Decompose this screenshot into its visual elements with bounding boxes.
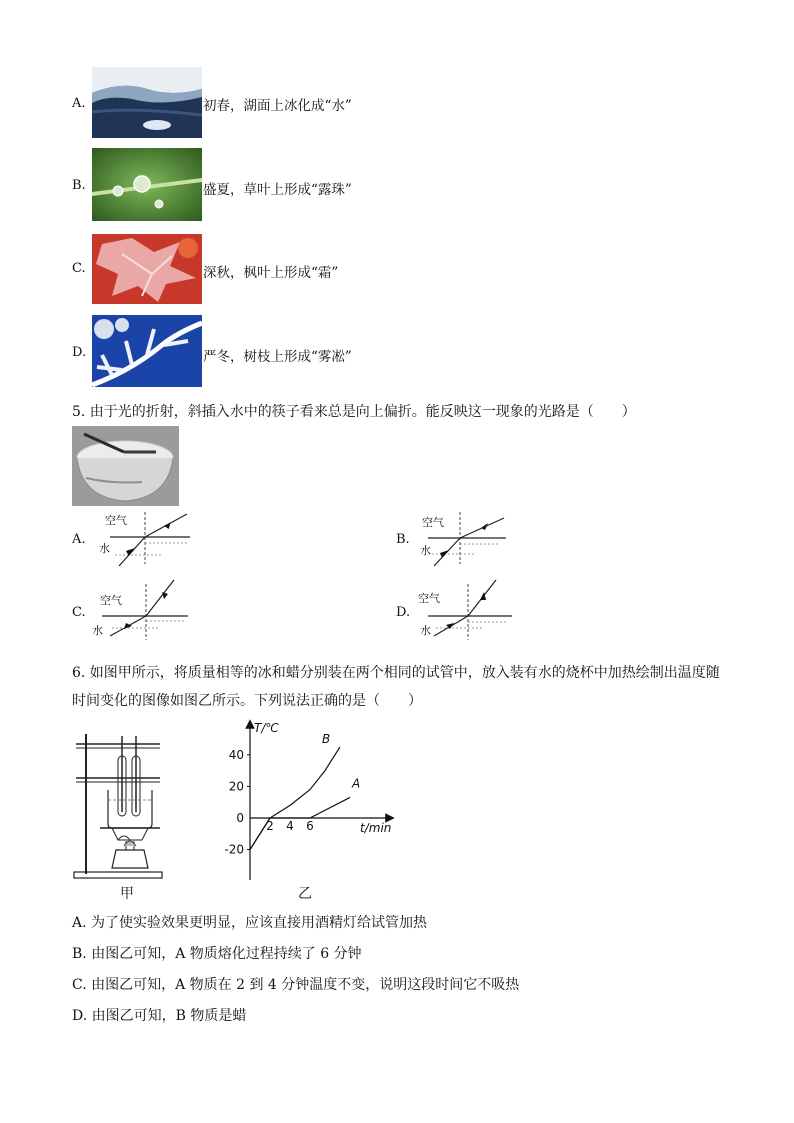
q6-option-c[interactable]: C. 由图乙可知，A 物质在 2 到 4 分钟温度不变，说明这段时间它不吸热: [72, 977, 520, 993]
option-letter: D.: [72, 345, 87, 360]
air-label: 空气: [422, 516, 444, 529]
q6-option-d[interactable]: D. 由图乙可知，B 物质是蜡: [72, 1008, 247, 1024]
heating-apparatus-figure: [72, 728, 167, 880]
x-tick-label: 2: [266, 819, 274, 833]
q6-stem-line2: 时间变化的图像如图乙所示。下列说法正确的是（ ）: [72, 693, 422, 709]
y-tick-label: -20: [224, 842, 244, 857]
refraction-diagram-d: [418, 578, 518, 642]
option-letter: B.: [72, 178, 86, 193]
chopsticks-in-bowl-photo: [72, 426, 179, 506]
series-a-label: A: [352, 776, 361, 791]
y-tick-label: 20: [228, 779, 244, 794]
figure-yi-label: 乙: [298, 886, 312, 902]
q5-stem: 5. 由于光的折射，斜插入水中的筷子看来总是向上偏折。能反映这一现象的光路是（ ）: [72, 404, 636, 420]
option-letter: A.: [72, 96, 86, 111]
frosted-maple-photo: [92, 234, 202, 304]
series-a-line: [250, 797, 350, 849]
option-letter: C.: [72, 605, 86, 620]
ice-melting-photo: [92, 67, 202, 138]
option-letter: D.: [396, 605, 411, 620]
water-label: 水: [99, 542, 110, 555]
option-caption: 盛夏，草叶上形成“露珠”: [203, 182, 352, 198]
y-tick-label: 40: [228, 747, 244, 762]
x-tick-label: 6: [306, 819, 314, 833]
series-b-line: [250, 747, 340, 850]
series-b-label: B: [322, 731, 331, 746]
refraction-diagram-c: [90, 578, 195, 642]
refraction-diagram-a: [95, 508, 195, 570]
air-label: 空气: [105, 514, 127, 527]
option-caption: 严冬，树枝上形成“雾凇”: [203, 349, 352, 365]
temperature-time-chart: [222, 718, 402, 886]
air-label: 空气: [100, 594, 122, 607]
air-label: 空气: [418, 592, 440, 605]
option-letter: A.: [72, 532, 86, 547]
option-caption: 初春，湖面上冰化成“水”: [203, 98, 352, 114]
figure-jia-label: 甲: [120, 886, 134, 902]
water-label: 水: [420, 624, 431, 637]
y-axis-label: T/℃: [254, 721, 279, 735]
q6-option-a[interactable]: A. 为了使实验效果更明显，应该直接用酒精灯给试管加热: [72, 915, 428, 931]
q6-option-b[interactable]: B. 由图乙可知，A 物质熔化过程持续了 6 分钟: [72, 946, 362, 962]
option-caption: 深秋，枫叶上形成“霜”: [203, 265, 339, 281]
x-axis-label: t/min: [360, 821, 392, 835]
q6-stem-line1: 6. 如图甲所示，将质量相等的冰和蜡分别装在两个相同的试管中，放入装有水的烧杯中加热绘制出温度随: [72, 665, 720, 681]
dewdrop-photo: [92, 148, 202, 221]
x-tick-label: 4: [286, 819, 294, 833]
refraction-diagram-b: [418, 508, 518, 570]
rime-branch-photo: [92, 315, 202, 387]
y-tick-label: 0: [236, 811, 244, 825]
option-letter: C.: [72, 261, 86, 276]
water-label: 水: [92, 624, 103, 637]
water-label: 水: [420, 544, 431, 557]
option-letter: B.: [396, 532, 410, 547]
